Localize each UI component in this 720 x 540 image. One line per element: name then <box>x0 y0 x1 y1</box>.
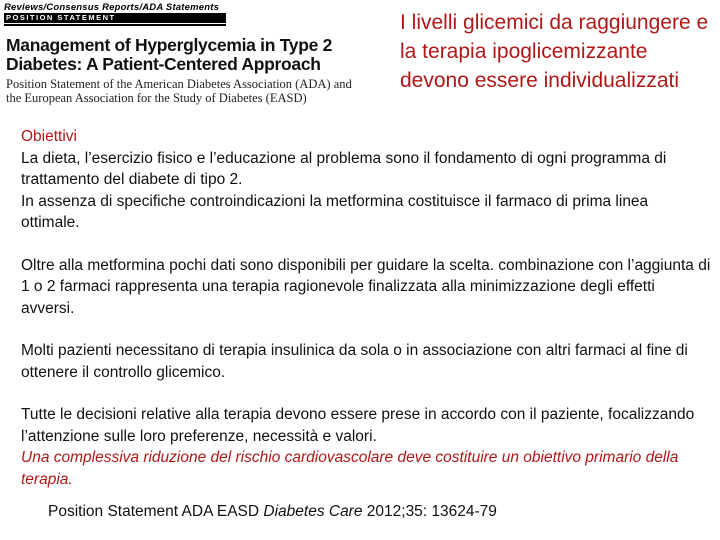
slide-body <box>21 126 711 490</box>
article-header-image <box>0 0 362 112</box>
article-subtitle <box>6 77 362 105</box>
position-statement-label: POSITION STATEMENT <box>4 13 226 23</box>
paragraph-spacer <box>21 234 711 255</box>
paragraph-spacer <box>21 383 711 404</box>
citation <box>48 502 708 522</box>
cardiovascular-risk-emphasis: Una complessiva riduzione del rischio cardiovascolare deve costituire un obiettivo primario della terapia. <box>21 449 679 488</box>
objectives-title: Obiettivi <box>21 128 77 145</box>
journal-series-label: Reviews/Consensus Reports/ADA Statements <box>4 2 220 13</box>
paragraph-metformin-combination: Oltre alla metformina pochi dati sono disponibili per guidare la scelta. combinazione con l’aggiunta di 1 o 2 farmaci rappresenta una terapia ragionevole finalizzata alla minimizzazione degli effetti avversi. <box>21 256 711 317</box>
citation-prefix: Position Statement ADA EASD <box>48 503 264 520</box>
objectives-line1: La dieta, l’esercizio fisico e l’educazione al problema sono il fondamento di ogni programma di trattamento del diabete di tipo 2. <box>21 149 667 188</box>
slide-headline: I livelli glicemici da raggiungere e la terapia ipoglicemizzante devono essere individualizzati <box>400 11 709 92</box>
paragraph-insulin-therapy: Molti pazienti necessitano di terapia insulinica da sola o in associazione con altri farmaci al fine di ottenere il controllo glicemico. <box>21 342 688 381</box>
citation-journal: Diabetes Care <box>263 503 363 520</box>
citation-details: 2012;35: 13624-79 <box>362 503 497 520</box>
journal-section-banner <box>4 2 226 26</box>
article-title-line2: Diabetes: A Patient-Centered Approach <box>6 54 321 74</box>
objectives-line2: In assenza di specifiche controindicazioni la metformina costituisce il farmaco di prima linea ottimale. <box>21 192 649 231</box>
article-title <box>6 36 362 74</box>
article-title-line1: Management of Hyperglycemia in Type 2 <box>6 35 333 55</box>
paragraph-spacer <box>21 319 711 340</box>
article-subtitle-line2: the European Association for the Study of Diabetes (EASD) <box>6 91 307 105</box>
article-subtitle-line1: Position Statement of the American Diabetes Association (ADA) and <box>6 77 352 91</box>
paragraph-shared-decisions: Tutte le decisioni relative alla terapia devono essere prese in accordo con il paziente, focalizzando l’attenzione sulle loro preferenze, necessità e valori. <box>21 406 695 445</box>
